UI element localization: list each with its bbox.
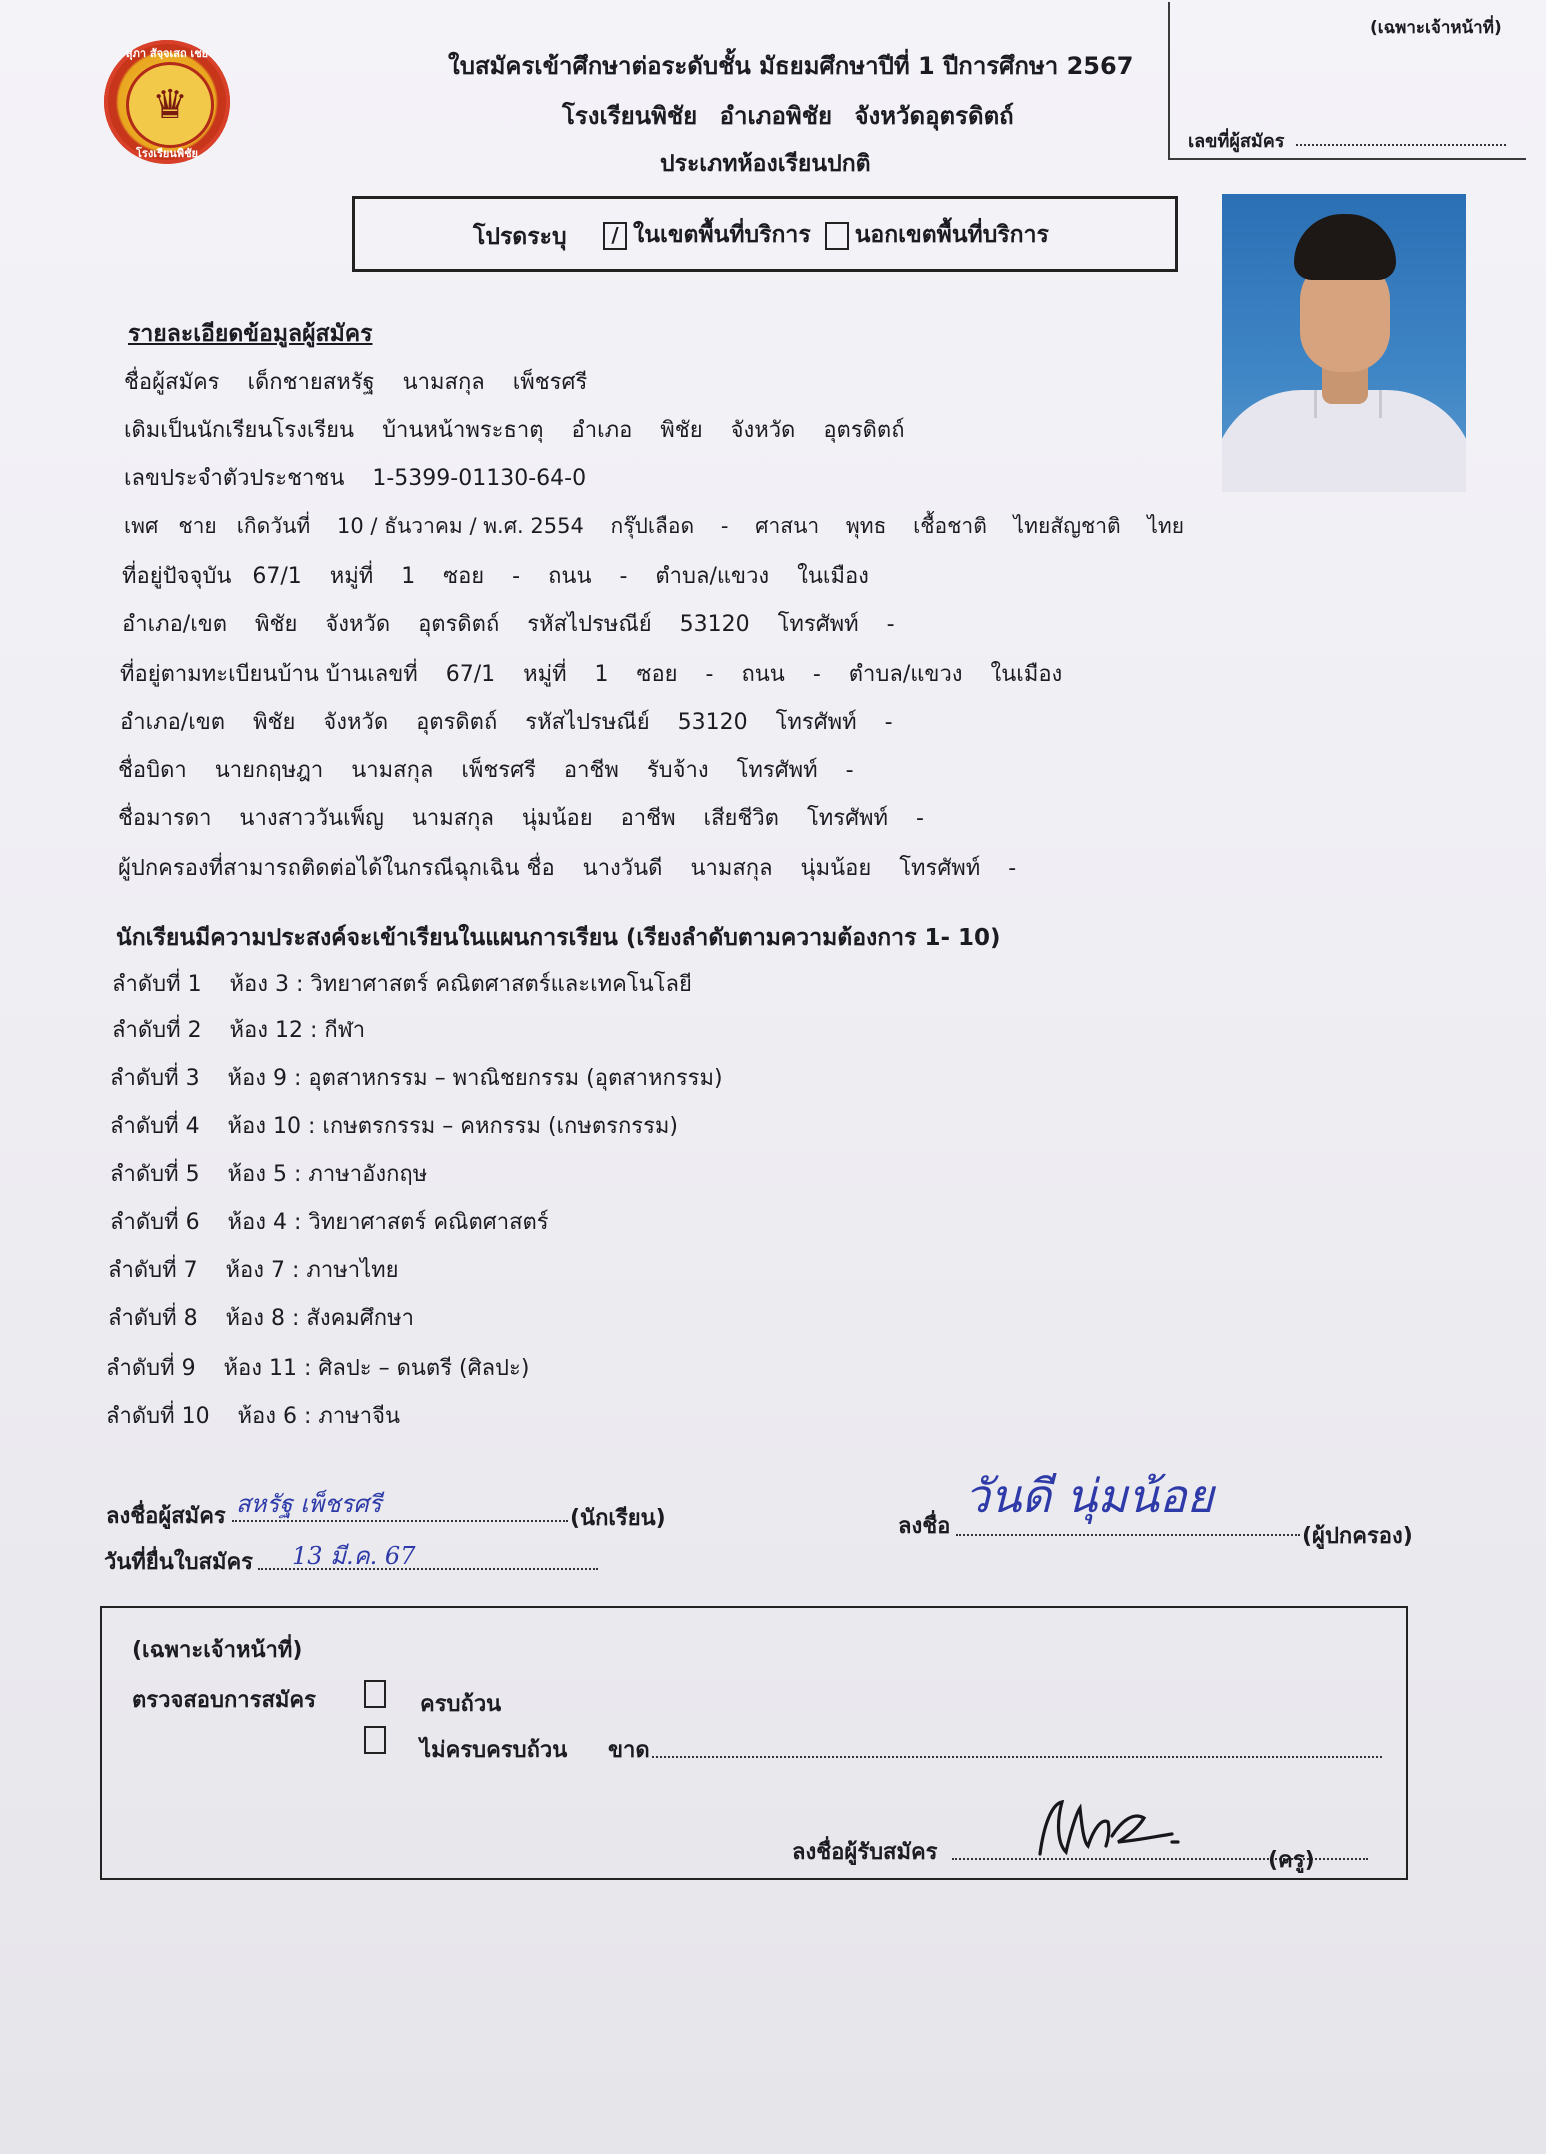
incomplete-checkbox[interactable] [364,1726,386,1754]
date-label: วันที่ยื่นใบสมัคร [104,1550,253,1575]
detail-row-registered-district: อำเภอ/เขต พิชัย จังหวัด อุตรดิตถ์ รหัสไปรษณีย์ 53120 โทรศัพท์ - [120,710,893,735]
plan-item: ลำดับที่ 1 ห้อง 3 : วิทยาศาสตร์ คณิตศาสตร์และเทคโนโลยี [112,972,692,997]
guardian-signature: วันดี นุ่มน้อย [964,1469,1214,1523]
guardian-role: (ผู้ปกครอง) [1302,1524,1413,1549]
detail-row-name: ชื่อผู้สมัคร เด็กชายสหรัฐ นามสกุล เพ็ชรศรี [124,370,588,395]
complete-checkbox[interactable] [364,1680,386,1708]
plan-item: ลำดับที่ 2 ห้อง 12 : กีฬา [112,1018,366,1043]
date-value: 13 มี.ค. 67 [292,1542,416,1570]
logo-bottom-text: โรงเรียนพิชัย [136,147,198,160]
office-only-label: (เฉพาะเจ้าหน้าที่) [1370,18,1502,38]
detail-row-guardian: ผู้ปกครองที่สามารถติดต่อได้ในกรณีฉุกเฉิน ชื่อ นางวันดี นามสกุล นุ่มน้อย โทรศัพท์ - [118,856,1017,881]
office-use-box [1168,2,1526,160]
detail-row-registered-address: ที่อยู่ตามทะเบียนบ้าน บ้านเลขที่ 67/1 หมู่ที่ 1 ซอย - ถนน - ตำบล/แขวง ในเมือง [120,662,1063,687]
receiver-role: (ครู) [1268,1848,1315,1873]
in-area-label: ในเขตพื้นที่บริการ [633,222,811,248]
logo-top-text: สุภา สัจฺจเสถ เชย [125,47,209,60]
service-area-box [352,196,1178,272]
detail-row-id: เลขประจำตัวประชาชน 1-5399-01130-64-0 [124,466,587,491]
photo-collar [1314,390,1382,418]
school-line: โรงเรียนพิชัย อำเภอพิชัย จังหวัดอุตรดิตถ์ [562,102,1014,130]
out-area-checkbox[interactable] [825,222,849,250]
guardian-sign-line [956,1534,1300,1536]
detail-row-father: ชื่อบิดา นายกฤษฎา นามสกุล เพ็ชรศรี อาชีพ รับจ้าง โทรศัพท์ - [118,758,854,783]
complete-label: ครบถ้วน [420,1692,502,1717]
plan-item: ลำดับที่ 5 ห้อง 5 : ภาษาอังกฤษ [110,1162,428,1187]
check-label: ตรวจสอบการสมัคร [132,1688,316,1713]
plan-item: ลำดับที่ 4 ห้อง 10 : เกษตรกรรม – คหกรรม (เกษตรกรรม) [110,1114,679,1139]
plan-item: ลำดับที่ 10 ห้อง 6 : ภาษาจีน [106,1404,401,1429]
plan-item: ลำดับที่ 8 ห้อง 8 : สังคมศึกษา [108,1306,414,1331]
guardian-sign-label: ลงชื่อ [898,1514,951,1539]
detail-row-address-district: อำเภอ/เขต พิชัย จังหวัด อุตรดิตถ์ รหัสไปรษณีย์ 53120 โทรศัพท์ - [122,612,895,637]
receiver-signature-icon [1022,1784,1212,1874]
plan-item: ลำดับที่ 9 ห้อง 11 : ศิลปะ – ดนตรี (ศิลปะ) [106,1356,530,1381]
applicant-no-field[interactable] [1296,144,1506,146]
detail-row-prev-school: เดิมเป็นนักเรียนโรงเรียน บ้านหน้าพระธาตุ อำเภอ พิชัย จังหวัด อุตรดิตถ์ [124,418,905,443]
photo-hair [1294,214,1396,280]
class-type: ประเภทห้องเรียนปกติ [660,151,871,177]
logo-emblem-icon: ♛ [126,62,214,148]
office-check-box [100,1606,1408,1880]
plan-item: ลำดับที่ 6 ห้อง 4 : วิทยาศาสตร์ คณิตศาสตร์ [110,1210,549,1235]
student-photo [1222,194,1466,492]
applicant-signature: สหรัฐ เพ็ชรศรี [236,1490,382,1518]
applicant-no-label: เลขที่ผู้สมัคร [1188,131,1285,152]
school-logo [104,40,230,164]
missing-field[interactable] [652,1756,1382,1758]
out-area-label: นอกเขตพื้นที่บริการ [854,222,1049,248]
applicant-role: (นักเรียน) [570,1506,666,1531]
incomplete-label: ไม่ครบครบถ้วน [420,1738,568,1763]
plan-item: ลำดับที่ 7 ห้อง 7 : ภาษาไทย [108,1258,399,1283]
in-area-checkbox[interactable]: / [603,222,627,250]
missing-label: ขาด [608,1738,650,1763]
detail-row-address: ที่อยู่ปัจจุบัน 67/1 หมู่ที่ 1 ซอย - ถนน - ตำบล/แขวง ในเมือง [122,564,869,589]
form-title: ใบสมัครเข้าศึกษาต่อระดับชั้น มัธยมศึกษาปีที่ 1 ปีการศึกษา 2567 [448,52,1134,80]
receiver-sign-label: ลงชื่อผู้รับสมัคร [792,1840,938,1865]
area-options [597,217,1049,253]
detail-row-mother: ชื่อมารดา นางสาววันเพ็ญ นามสกุล นุ่มน้อย อาชีพ เสียชีวิต โทรศัพท์ - [118,806,924,831]
plan-item: ลำดับที่ 3 ห้อง 9 : อุตสาหกรรม – พาณิชยกรรม (อุตสาหกรรม) [110,1066,723,1091]
details-heading: รายละเอียดข้อมูลผู้สมัคร [128,321,373,347]
office-heading: (เฉพาะเจ้าหน้าที่) [132,1638,303,1663]
specify-label: โปรดระบุ [473,224,567,250]
applicant-sign-label: ลงชื่อผู้สมัคร [106,1504,226,1529]
detail-row-birth: เพศ ชาย เกิดวันที่ 10 / ธันวาคม / พ.ศ. 2554 กรุ๊ปเลือด - ศาสนา พุทธ เชื้อชาติ ไทยสัญชาติ ไทย [124,514,1185,538]
plans-heading: นักเรียนมีความประสงค์จะเข้าเรียนในแผนการเรียน (เรียงลำดับตามความต้องการ 1- 10) [116,925,1001,951]
